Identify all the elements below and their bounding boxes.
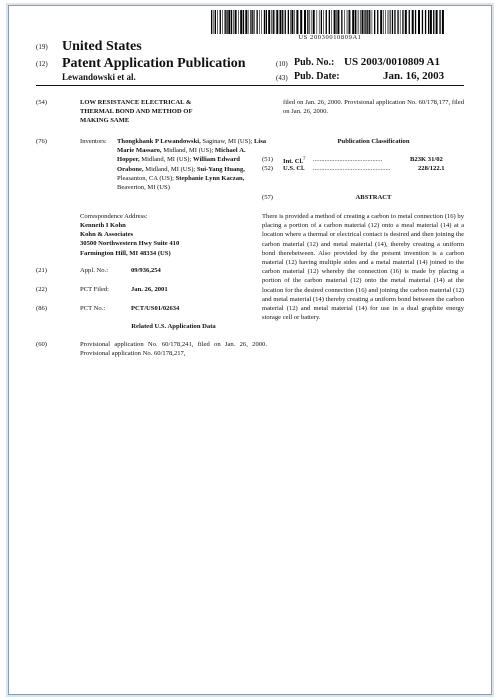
barcode-bar — [311, 10, 312, 34]
barcode-bar — [291, 10, 293, 34]
barcode-bar — [347, 10, 348, 34]
inventors-label: Inventors: — [80, 138, 107, 145]
barcode-bar — [442, 10, 444, 34]
provisional-continued: filed on Jan. 26, 2000. Provisional application No. 60/178,177, filed on Jan. 26, 2000. — [283, 99, 464, 116]
barcode-bar — [428, 10, 429, 34]
barcode-bar — [359, 10, 360, 34]
barcode-bar — [402, 10, 403, 34]
barcode-bar — [331, 10, 332, 34]
barcode-bar — [215, 10, 216, 34]
barcode-bar — [243, 10, 244, 34]
barcode-bar — [380, 10, 382, 34]
barcode-bar — [319, 10, 320, 34]
barcode-bar — [357, 10, 358, 34]
barcode-bar — [226, 10, 227, 34]
abstract-heading: ABSTRACT — [355, 194, 392, 201]
barcode-bar — [400, 10, 401, 34]
inventor-name: Thongkhank P Lewandowski, — [117, 138, 201, 145]
barcode-bar — [214, 10, 215, 34]
barcode-bar — [268, 10, 270, 34]
barcode-bar — [415, 10, 416, 34]
abstract-text: There is provided a method of creating a carbon to metal connection (16) by placing a portion of a carbon material (12) onto a meal material (14) at a location where a thermal or electrical contact is desired and then joining the carbon material (12) and metal material (14), thereby creating a uniform bond therebetween. Also provided by the present invention is a carbon material (12) having multiple sides and a metal material (14) joined to the carbon material (12) whereby the connection (16) is made by placing a portion of the carbon material (12) onto the metal material (14) at the location for the desired connection (16) and joining the carbon material (12) and metal material (14) thereby creating a uniform bond between the carbon material (12) and metal material (14) for use in a dual graphite energy storage cell or battery. — [262, 213, 464, 322]
appl-code: (21) — [36, 267, 47, 274]
barcode-bar — [233, 10, 234, 34]
inventor-location: MI (US); — [170, 165, 197, 173]
barcode-bar — [348, 10, 349, 34]
address-line: 30500 Northwestern Hwy Suite 410 — [80, 240, 180, 248]
barcode-bar — [238, 10, 239, 34]
barcode-bar — [309, 10, 310, 34]
inventor-name: Michael — [214, 147, 238, 155]
intcl-superscript: 7 — [302, 157, 306, 162]
intcl-code: (51) — [262, 156, 273, 163]
barcode-bar — [439, 10, 440, 34]
country-code: (19) — [36, 43, 48, 51]
intcl-label-text: Int. Cl. — [283, 158, 303, 166]
barcode-bar — [288, 10, 289, 34]
barcode-bar — [321, 10, 322, 34]
barcode-bar — [390, 10, 391, 34]
barcode-bar — [389, 10, 390, 34]
inventor-name: Lisa Marie — [117, 138, 267, 155]
correspondence-label: Correspondence Address: — [80, 213, 148, 220]
barcode-bar — [222, 10, 223, 34]
inventor-location: Saginaw, MI (US); — [202, 138, 254, 145]
pct-no-label: PCT No.: — [80, 305, 106, 312]
barcode-bar — [296, 10, 298, 34]
title-code: (54) — [36, 99, 47, 106]
appl-number: 09/936,254 — [131, 267, 161, 274]
address-line: Kenneth I Kohn — [80, 222, 126, 229]
pct-number: PCT/US01/02634 — [131, 305, 180, 312]
barcode-bar — [280, 10, 282, 34]
inventor-location: Midland, MI (US); — [139, 156, 192, 164]
barcode-bar — [377, 10, 378, 34]
barcode-bar — [264, 10, 265, 34]
abstract-code: (57) — [262, 194, 273, 201]
barcode-bar — [313, 10, 315, 34]
barcode-bar — [231, 10, 232, 34]
inventor-name: Massaro, — [135, 147, 162, 155]
uscl-leader-dots: ............................................... — [313, 165, 391, 172]
barcode-bar — [275, 10, 276, 34]
barcode-bar — [240, 10, 242, 34]
barcode-bar — [344, 10, 345, 34]
barcode-bar — [430, 10, 432, 34]
barcode-bar — [360, 10, 361, 34]
inventor-name: Sui-Yang Huang, — [196, 165, 245, 173]
uscl-label: U.S. Cl. — [283, 165, 305, 172]
inventor-location: CA (US); — [148, 174, 176, 182]
barcode-bar — [211, 10, 212, 34]
barcode-bar — [294, 10, 295, 34]
barcode-bar — [388, 10, 389, 34]
barcode-bar — [436, 10, 438, 34]
barcode-bar — [326, 10, 327, 34]
correspondence-address — [80, 221, 265, 258]
barcode-bar — [273, 10, 274, 34]
barcode-bar — [336, 10, 337, 34]
barcode — [211, 10, 445, 34]
barcode-bar — [300, 10, 302, 34]
provisional-code: (60) — [36, 341, 47, 348]
barcode-bar — [355, 10, 356, 34]
pub-no-label: Pub. No.: — [294, 57, 335, 68]
barcode-bar — [271, 10, 272, 34]
barcode-bar — [349, 10, 350, 34]
title-line: MAKING SAME — [80, 117, 130, 125]
pub-number: US 2003/0010809 A1 — [344, 56, 440, 68]
barcode-bar — [422, 10, 423, 34]
barcode-bar — [409, 10, 410, 34]
applicant-name: Lewandowski et al. — [62, 72, 136, 82]
barcode-bar — [374, 10, 375, 34]
pub-no-code: (10) — [276, 60, 288, 68]
barcode-bar — [259, 10, 260, 34]
barcode-number: US 20030010809A1 — [298, 34, 362, 41]
barcode-bar — [252, 10, 253, 34]
title-line: LOW RESISTANCE ELECTRICAL & — [80, 99, 192, 106]
barcode-bar — [418, 10, 420, 34]
barcode-bar — [266, 10, 267, 34]
barcode-bar — [369, 10, 370, 34]
barcode-bar — [254, 10, 255, 34]
inventor-name: Stephanie Lynn Kaczan, — [175, 174, 245, 182]
barcode-bar — [285, 10, 286, 34]
barcode-bar — [337, 10, 339, 34]
barcode-bar — [282, 10, 283, 34]
barcode-bar — [425, 10, 426, 34]
appl-label: Appl. No.: — [80, 267, 109, 274]
barcode-bar — [245, 10, 247, 34]
pct-no-code: (86) — [36, 305, 47, 312]
inventor-name: William Edward Orabone, — [117, 156, 240, 173]
pct-filed-label: PCT Filed: — [80, 286, 110, 293]
address-line: Kohn & Associates — [80, 231, 134, 239]
intcl-value: B23K 31/02 — [410, 156, 443, 163]
barcode-bar — [317, 10, 318, 34]
pub-date-code: (43) — [276, 74, 288, 82]
uscl-code: (52) — [262, 165, 273, 172]
barcode-bar — [397, 10, 398, 34]
uscl-value: 228/122.1 — [418, 165, 445, 172]
country-name: United States — [62, 39, 142, 54]
barcode-bar — [372, 10, 373, 34]
barcode-bar — [334, 10, 336, 34]
inventor-location: Midland, — [143, 165, 170, 173]
barcode-bar — [383, 10, 384, 34]
inventors-code: (76) — [36, 138, 47, 145]
intcl-leader-dots: .......................................... — [313, 156, 383, 163]
barcode-bar — [362, 10, 364, 34]
barcode-bar — [341, 10, 342, 34]
address-line: Farmington Hill, MI 48334 (US) — [80, 249, 171, 257]
barcode-bar — [352, 10, 354, 34]
barcode-bar — [225, 10, 226, 34]
barcode-bar — [433, 10, 434, 34]
barcode-bar — [323, 10, 324, 34]
barcode-bar — [228, 10, 230, 34]
barcode-bar — [220, 10, 221, 34]
barcode-bar — [365, 10, 366, 34]
pub-type-code: (12) — [36, 60, 48, 68]
pub-type: Patent Application Publication — [62, 56, 246, 71]
title-line: THERMAL BOND AND METHOD OF — [80, 108, 193, 116]
barcode-bar — [307, 10, 308, 34]
inventor-list — [117, 137, 267, 192]
barcode-bar — [392, 10, 393, 34]
invention-title — [80, 98, 265, 126]
inventor-location: Pleasanton, — [117, 174, 148, 182]
barcode-bar — [304, 10, 306, 34]
barcode-bar — [257, 10, 258, 34]
pct-filed-date: Jan. 26, 2001 — [131, 286, 168, 293]
barcode-bar — [412, 10, 414, 34]
inventor-location: Beaverton, MI (US) — [117, 184, 170, 192]
header-rule — [36, 85, 464, 86]
barcode-bar — [290, 10, 291, 34]
barcode-bar — [364, 10, 365, 34]
pct-filed-code: (22) — [36, 286, 47, 293]
inventor-name: A. Hopper, — [117, 147, 246, 164]
barcode-bar — [250, 10, 251, 34]
classification-heading: Publication Classification — [337, 138, 410, 145]
related-data-heading: Related U.S. Application Data — [131, 323, 216, 330]
barcode-bar — [394, 10, 395, 34]
barcode-bar — [329, 10, 330, 34]
barcode-bar — [261, 10, 262, 34]
barcode-bar — [367, 10, 368, 34]
barcode-bar — [385, 10, 386, 34]
pub-date: Jan. 16, 2003 — [383, 70, 445, 82]
inventor-location: Midland, MI (US); — [161, 147, 215, 155]
barcode-bar — [217, 10, 218, 34]
barcode-bar — [235, 10, 237, 34]
provisional-text: Provisional application No. 60/178,241, filed on Jan. 26, 2000. Provisional application No. 60/178,217, — [80, 341, 267, 358]
barcode-bar — [405, 10, 407, 34]
barcode-bar — [276, 10, 278, 34]
pub-date-label: Pub. Date: — [294, 71, 340, 82]
barcode-bar — [248, 10, 249, 34]
